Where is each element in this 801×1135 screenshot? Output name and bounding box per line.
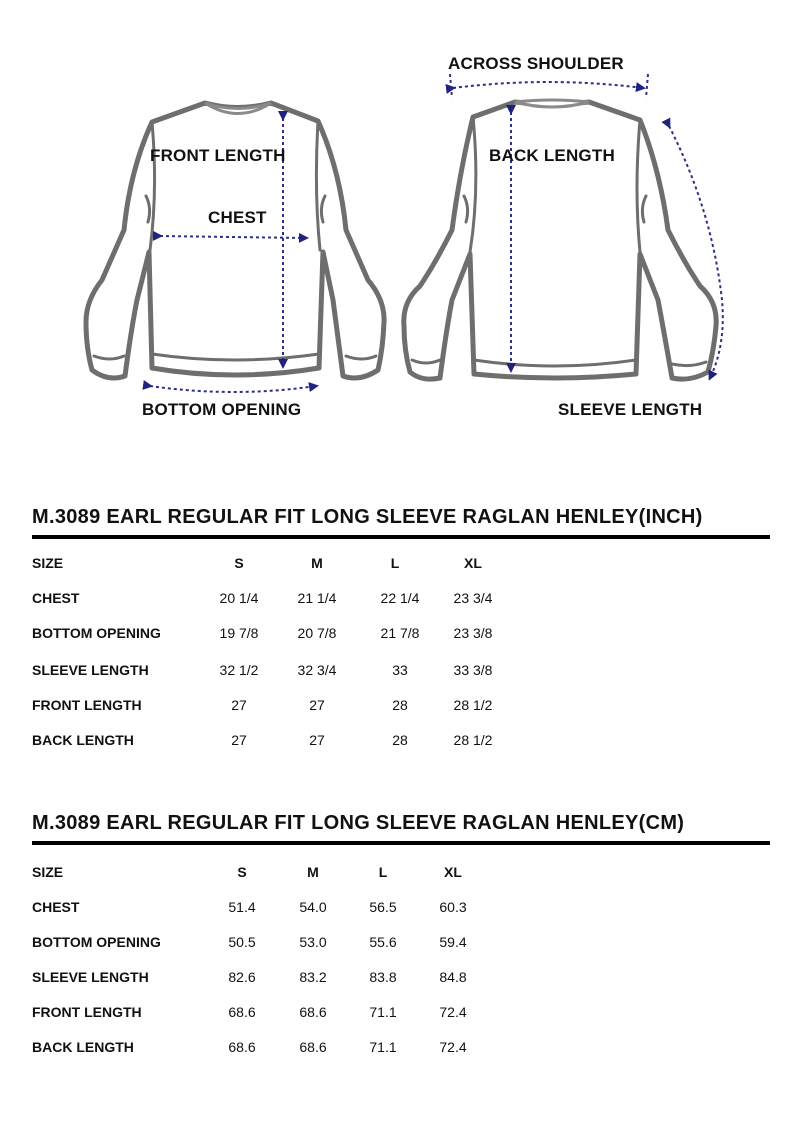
row-label: BOTTOM OPENING: [32, 625, 161, 641]
row-label: SLEEVE LENGTH: [32, 662, 149, 678]
size-header: SIZE: [32, 555, 64, 571]
cell-xl: 72.4: [439, 1039, 467, 1055]
cell-xl: 59.4: [439, 934, 467, 950]
across-shoulder-tick-right: [646, 74, 648, 98]
cell-l: 71.1: [369, 1004, 397, 1020]
across-shoulder-tick-left: [450, 74, 452, 98]
measurement-diagram: [0, 0, 801, 440]
across-shoulder-line: [453, 82, 643, 88]
table-title-inch: M.3089 EARL REGULAR FIT LONG SLEEVE RAGLAN HENLEY(INCH): [32, 506, 703, 528]
cell-s: 51.4: [228, 899, 256, 915]
row-label: CHEST: [32, 899, 80, 915]
size-header-m: M: [311, 555, 323, 571]
cell-m: 53.0: [299, 934, 327, 950]
cell-m: 27: [309, 697, 325, 713]
chest-label: CHEST: [208, 208, 267, 227]
table-title-cm: M.3089 EARL REGULAR FIT LONG SLEEVE RAGLAN HENLEY(CM): [32, 812, 685, 834]
back-length-label: BACK LENGTH: [489, 146, 615, 165]
cell-xl: 72.4: [439, 1004, 467, 1020]
cell-l: 28: [392, 697, 408, 713]
title-rule-cm: [32, 841, 770, 845]
front-shirt-illustration: [86, 103, 384, 378]
cell-s: 32 1/2: [219, 662, 259, 678]
sleeve-length-label: SLEEVE LENGTH: [558, 400, 703, 419]
cell-m: 54.0: [299, 899, 327, 915]
cell-s: 20 1/4: [219, 590, 259, 606]
cell-s: 68.6: [228, 1039, 256, 1055]
row-label: FRONT LENGTH: [32, 1004, 142, 1020]
cell-l: 55.6: [369, 934, 397, 950]
row-label: BACK LENGTH: [32, 1039, 134, 1055]
cell-m: 68.6: [299, 1004, 327, 1020]
size-header-s: S: [234, 555, 244, 571]
cell-xl: 28 1/2: [453, 697, 493, 713]
row-label: FRONT LENGTH: [32, 697, 142, 713]
size-header-l: L: [390, 555, 400, 571]
title-rule-inch: [32, 535, 770, 539]
cell-m: 32 3/4: [297, 662, 337, 678]
size-table-inch: [32, 505, 770, 755]
size-header: SIZE: [32, 864, 64, 880]
front-length-label: FRONT LENGTH: [150, 146, 286, 165]
cell-xl: 28 1/2: [453, 732, 493, 748]
cell-s: 50.5: [228, 934, 256, 950]
bottom-opening-line: [150, 386, 316, 392]
cell-l: 21 7/8: [380, 625, 420, 641]
cell-l: 83.8: [369, 969, 397, 985]
size-header-s: S: [237, 864, 247, 880]
cell-xl: 84.8: [439, 969, 467, 985]
cell-s: 27: [231, 732, 247, 748]
cell-xl: 23 3/4: [453, 590, 493, 606]
cell-m: 20 7/8: [297, 625, 337, 641]
size-table-cm: [32, 811, 770, 1061]
row-label: BOTTOM OPENING: [32, 934, 161, 950]
cell-m: 27: [309, 732, 325, 748]
cell-xl: 33 3/8: [453, 662, 493, 678]
row-label: BACK LENGTH: [32, 732, 134, 748]
cell-l: 28: [392, 732, 408, 748]
row-label: CHEST: [32, 590, 80, 606]
size-header-xl: XL: [464, 555, 482, 571]
row-label: SLEEVE LENGTH: [32, 969, 149, 985]
back-shirt-illustration: [404, 100, 716, 379]
cell-xl: 23 3/8: [453, 625, 493, 641]
cell-l: 33: [392, 662, 408, 678]
cell-l: 56.5: [369, 899, 397, 915]
cell-s: 19 7/8: [219, 625, 259, 641]
cell-m: 68.6: [299, 1039, 327, 1055]
cell-m: 21 1/4: [297, 590, 337, 606]
cell-l: 22 1/4: [380, 590, 420, 606]
cell-s: 27: [231, 697, 247, 713]
cell-l: 71.1: [369, 1039, 397, 1055]
across-shoulder-label: ACROSS SHOULDER: [448, 54, 624, 73]
cell-m: 83.2: [299, 969, 327, 985]
size-header-l: L: [378, 864, 388, 880]
size-header-m: M: [307, 864, 319, 880]
cell-s: 82.6: [228, 969, 256, 985]
cell-xl: 60.3: [439, 899, 467, 915]
cell-s: 68.6: [228, 1004, 256, 1020]
bottom-opening-label: BOTTOM OPENING: [142, 400, 302, 419]
size-header-xl: XL: [444, 864, 462, 880]
